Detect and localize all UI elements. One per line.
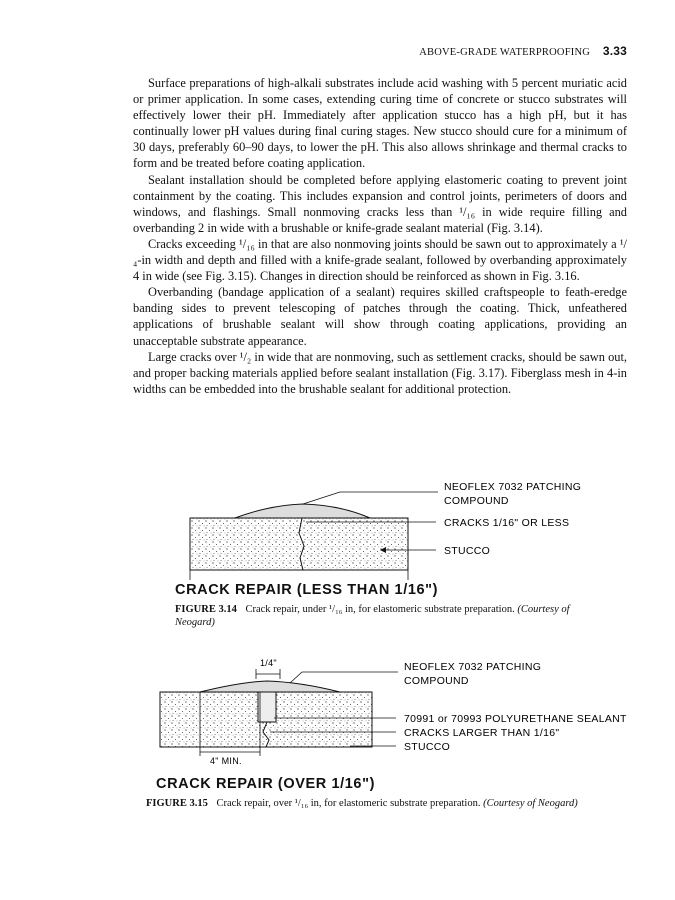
paragraph: Overbanding (bandage application of a sealant) requires skilled craftspeople to feath-eredge banding sides to prevent telescoping of patches through the coating. Thick, unfeathered applications of brushable sealant will show through coating applications, providing an unacceptable substrate appearance. bbox=[133, 285, 627, 348]
running-header bbox=[419, 44, 627, 58]
patching-compound bbox=[200, 681, 340, 692]
paragraph: Cracks exceeding ¹/₁₆ in that are also nonmoving joints should be sawn out to approximately a ¹/₄-in width and depth and filled with a knife-grade sealant, followed by overbanding approximately 4 in wide (see Fig. 3.15). Changes in direction should be reinforced as shown in Fig. 3.16. bbox=[133, 236, 627, 284]
paragraph: Sealant installation should be completed before applying elastomeric coating to prevent joint containment by the coating. This includes expansion and control joints, perimeters of doors and windows, and flashings. Small nonmoving cracks less than ¹/₁₆ in wide require filling and overbanding 2 in wide with a brushable or knife-grade sealant material (Fig. 3.14). bbox=[133, 172, 627, 235]
page-number: 3.33 bbox=[602, 44, 627, 58]
caption-credit: (Courtesy of Neogard) bbox=[483, 798, 578, 809]
label-sealant: 70991 or 70993 POLYURETHANE SEALANT bbox=[404, 713, 627, 725]
label-cracks: CRACKS 1/16" OR LESS bbox=[444, 517, 570, 529]
label-stucco: STUCCO bbox=[404, 741, 451, 753]
paragraph: Surface preparations of high-alkali substrates include acid washing with 5 percent muriatic acid or primer application. In some cases, extending curing time of concrete or stucco substrates will effectively lower their pH. Immediately after application stucco has a high pH, but it has continually lower pH values during final curing stages. New stucco should cure for a minimum of 30 days, preferably 60–90 days, to lower the pH. This also allows shrinkage and thermal cracks to form and be treated before coating application. bbox=[133, 76, 627, 171]
figure-3-15-title: CRACK REPAIR (OVER 1/16") bbox=[156, 776, 375, 792]
figure-3-14-caption bbox=[175, 603, 595, 629]
running-title: ABOVE-GRADE WATERPROOFING bbox=[419, 47, 591, 58]
patching-compound bbox=[235, 504, 370, 518]
dimension-4-inch-min: 4" MIN. bbox=[210, 756, 242, 766]
body-text bbox=[133, 75, 627, 397]
caption-text: Crack repair, under ¹/₁₆ in, for elastomeric substrate preparation. bbox=[245, 604, 515, 615]
paragraph: Large cracks over ¹/₂ in wide that are nonmoving, such as settlement cracks, should be sawn out, and proper backing materials applied before sealant installation (Fig. 3.17). Fiberglass mesh in 4-in widths can be embedded into the brushable sealant for additional protection. bbox=[133, 349, 627, 396]
label-compound: COMPOUND bbox=[444, 495, 509, 507]
caption-number: FIGURE 3.15 bbox=[146, 798, 208, 809]
dimension-quarter-inch: 1/4" bbox=[260, 658, 277, 668]
figure-3-14-title: CRACK REPAIR (LESS THAN 1/16") bbox=[175, 582, 439, 598]
figure-3-15-drawing bbox=[150, 652, 635, 767]
figure-3-14-drawing bbox=[170, 478, 630, 583]
figure-3-15-caption bbox=[146, 797, 636, 810]
caption-credit: (Courtesy of Neogard) bbox=[175, 604, 570, 628]
label-compound: COMPOUND bbox=[404, 675, 469, 687]
saw-cut-sealant bbox=[258, 692, 276, 722]
label-cracks: CRACKS LARGER THAN 1/16" bbox=[404, 727, 560, 739]
label-stucco: STUCCO bbox=[444, 545, 491, 557]
label-patching: NEOFLEX 7032 PATCHING bbox=[404, 661, 542, 673]
caption-number: FIGURE 3.14 bbox=[175, 604, 237, 615]
label-patching: NEOFLEX 7032 PATCHING bbox=[444, 481, 582, 493]
caption-text: Crack repair, over ¹/₁₆ in, for elastomeric substrate preparation. bbox=[216, 798, 481, 809]
stucco-layer bbox=[190, 518, 408, 570]
